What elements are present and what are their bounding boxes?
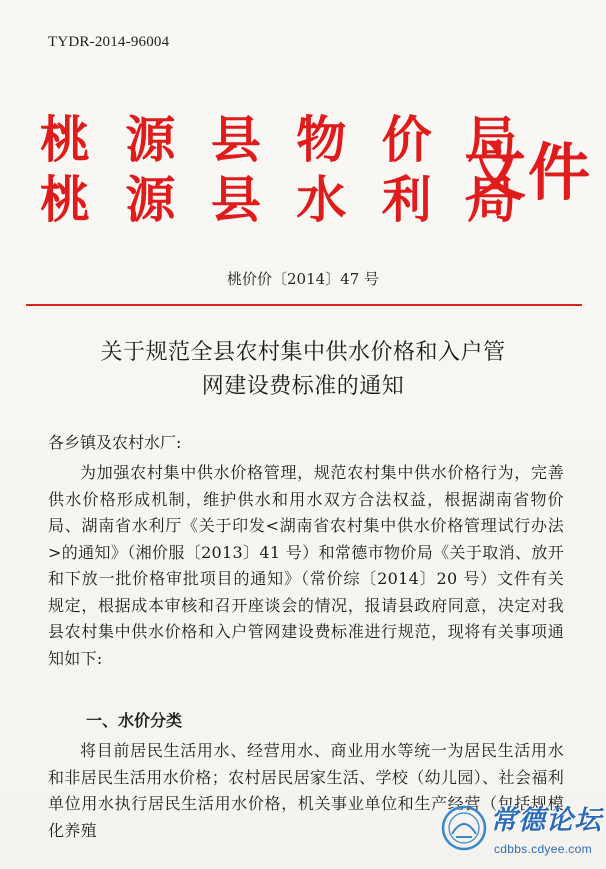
section-heading-water-price-categories: 一、水价分类 [86,711,183,730]
forum-name: 常德论坛 [490,805,602,836]
document-title [20,336,586,404]
title-line-1: 关于规范全县农村集中供水价格和入户管 [100,340,506,365]
paragraph-water-price-categories: 将目前居民生活用水、经营用水、商业用水等统一为居民生活用水和非居民生活用水价格；农村居民居家生活、学校（幼儿园）、社会福利单位用水执行居民生活用水价格，机关事业单位和生产经营（包括规模化养殖 [48,741,564,840]
issuer-header [40,112,600,242]
forum-url: cdbbs.cdyee.com [494,842,592,856]
paragraph-intro: 为加强农村集中供水价格管理，规范农村集中供水价格行为，完善供水价格形成机制，维护供水和用水双方合法权益，根据湖南省物价局、湖南省水利厅《关于印发<湖南省农村集中供水价格管理试行办法>的通知》（湘价服〔2013〕41 号）和常德市物价局《关于取消、放开和下放一批价格审批项目的通知》（常价综〔2014〕20 号）文件有关规定，根据成本审核和召开座谈会的情况，报请县政府同意，决定对我县农村集中供水价格和入户管网建设费标准进行规范，现将有关事项通知如下: [48,463,564,668]
red-divider [26,304,582,306]
document-type-label: 文件 [464,136,593,209]
forum-seal-icon [440,804,488,852]
salutation: 各乡镇及农村水厂: [48,433,182,452]
document-code: TYDR-2014-96004 [48,34,170,50]
issuer-line-price-bureau: 桃 源 县 物 价 局 [40,111,527,169]
document-number: 桃价价〔2014〕47 号 [226,270,380,288]
title-line-2: 网建设费标准的通知 [201,374,405,399]
forum-watermark [440,804,606,869]
issuer-line-water-bureau: 桃 源 县 水 利 局 [40,171,527,229]
